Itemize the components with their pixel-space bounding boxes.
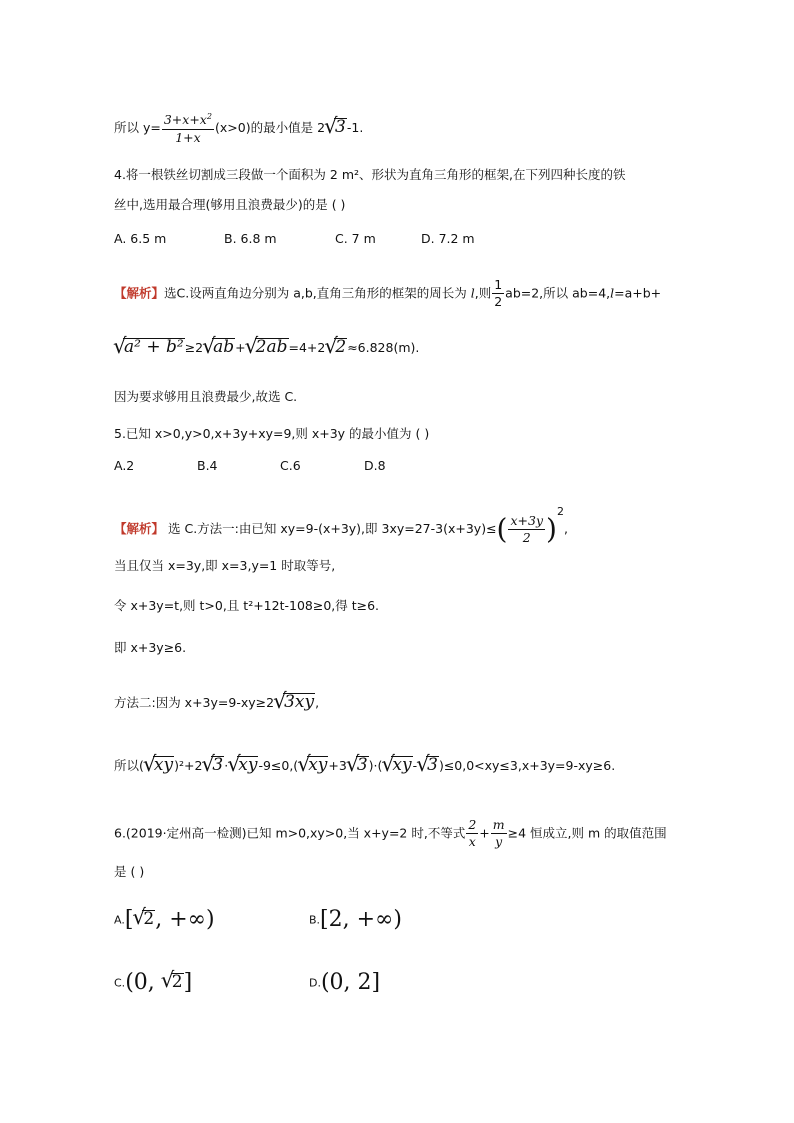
sqrt: √ 2 — [133, 910, 155, 928]
q5-option-b: B.4 — [197, 458, 218, 473]
sqrt: √ xy — [382, 756, 412, 774]
q4-line1: 4.将一根铁丝切割成三段做一个面积为 2 m²、形状为直角三角形的框架,在下列四种长度的铁 — [114, 167, 626, 182]
a4-line2: √ a² + b²≥2√ ab+√ 2ab=4+2√ 2≈6.828(m). — [114, 338, 419, 356]
sqrt: √ xy — [144, 756, 174, 774]
q4-option-b: B. 6.8 m — [224, 231, 277, 246]
a4-conclusion: 因为要求够用且浪费最少,故选 C. — [114, 389, 298, 404]
fraction: $\frac{3+x+x^2}{1+x}$ — [163, 111, 213, 145]
q5-option-c: C.6 — [280, 458, 301, 473]
text: (x>0)的最小值是 2 — [215, 119, 326, 135]
q4-line2: 丝中,选用最合理(够用且浪费最少)的是 ( ) — [114, 197, 346, 212]
sqrt: √ 2ab — [246, 338, 289, 356]
text: 所以 y= — [114, 119, 161, 135]
a5-method2: 方法二:因为 x+3y=9-xy≥2√ 3xy, — [114, 693, 319, 711]
analysis-tag: 【解析】 — [114, 285, 165, 301]
a4-line1: 【解析】选C.设两直角边分别为 a,b,直角三角形的框架的周长为 l,则 $\frac{1}{2}$ ab=2,所以 ab=4,l=a+b+ — [114, 277, 662, 310]
sqrt: √ xy — [298, 756, 328, 774]
q6-line1: 6.(2019·定州高一检测)已知 m>0,xy>0,当 x+y=2 时,不等式 $\frac{2}{x}$ + $\frac{m}{y}$ ≥4 恒成立,则 m 的取值范围 — [114, 817, 667, 850]
q6-option-d: D.(0, 2] — [309, 970, 381, 995]
sqrt: √ 3 — [417, 756, 439, 774]
q6-line2: 是 ( ) — [114, 864, 145, 879]
fraction: $\frac{x+3y}{2}$ — [510, 512, 544, 545]
a5-line2: 当且仅当 x=3y,即 x=3,y=1 时取等号, — [114, 558, 336, 573]
q4-option-c: C. 7 m — [335, 231, 376, 246]
fraction: $\frac{m}{y}$ — [492, 817, 505, 850]
sqrt: √ 3xy — [274, 693, 315, 711]
q6-option-b: B.[2, +∞) — [309, 907, 402, 932]
q4-option-a: A. 6.5 m — [114, 231, 167, 246]
sqrt: √ 3 — [347, 756, 369, 774]
a5-line4: 即 x+3y≥6. — [114, 640, 187, 655]
a5-line1: 【解析】 选 C.方法一:由已知 xy=9-(x+3y),即 3xy=27-3(x+3y)≤( $\frac{x+3y}{2}$ )2, — [114, 505, 568, 546]
prev-conclusion — [114, 112, 363, 145]
q4-option-d: D. 7.2 m — [421, 231, 475, 246]
a5-line3: 令 x+3y=t,则 t>0,且 t²+12t-108≥0,得 t≥6. — [114, 598, 380, 613]
a5-final: 所以(√ xy)²+2√ 3·√ xy-9≤0,(√ xy+3√ 3)·(√ xy-√ 3)≤0,0<xy≤3,x+3y=9-xy≥6. — [114, 756, 615, 774]
fraction: $\frac{2}{x}$ — [468, 817, 477, 850]
sqrt: √ 3 — [325, 118, 347, 136]
sqrt: √ xy — [228, 756, 258, 774]
analysis-tag: 【解析】 — [114, 521, 165, 536]
q6-option-a: A.[√ 2, +∞) — [114, 909, 215, 931]
sqrt: √ 2 — [162, 973, 184, 991]
q5-option-a: A.2 — [114, 458, 135, 473]
q5-line: 5.已知 x>0,y>0,x+3y+xy=9,则 x+3y 的最小值为 ( ) — [114, 426, 430, 441]
sqrt: √ 3 — [202, 756, 224, 774]
q6-option-c: C.(0, √ 2] — [114, 972, 192, 994]
sqrt: √ ab — [203, 338, 235, 356]
fraction: $\frac{1}{2}$ — [494, 277, 503, 310]
q5-option-d: D.8 — [364, 458, 386, 473]
sqrt: √ 2 — [325, 338, 347, 356]
sqrt: √ a² + b² — [114, 338, 185, 356]
text: -1. — [346, 119, 364, 135]
